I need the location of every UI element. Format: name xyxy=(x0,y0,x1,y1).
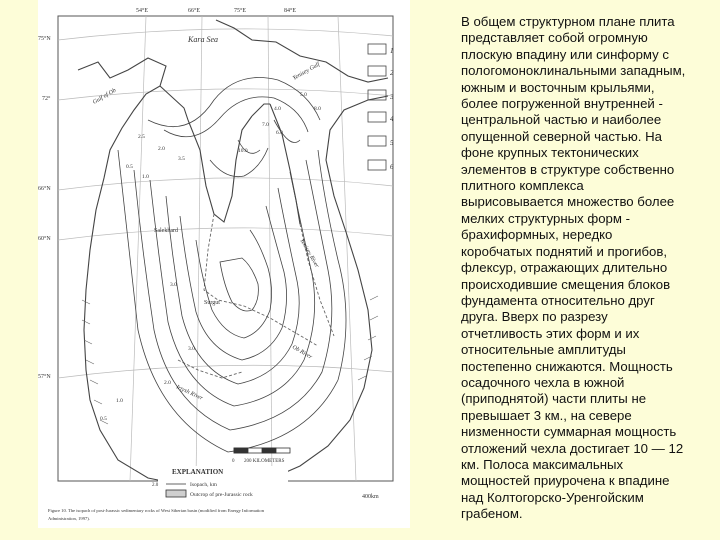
explanation-title: EXPLANATION xyxy=(172,468,224,476)
isopach-label: 1.0 xyxy=(142,174,149,180)
place-label: Gulf of Ob xyxy=(92,87,118,106)
scale-label: 200 KILOMETERS xyxy=(244,459,285,464)
top-coord: 84°E xyxy=(284,8,297,14)
corner-label: 400km xyxy=(362,494,379,500)
figure-caption: Administration, 1997). xyxy=(48,516,90,521)
place-label: Yenisey Gulf xyxy=(292,61,321,82)
isopach-label: 2.0 xyxy=(158,146,165,152)
isopach-label: 8.0 xyxy=(314,106,321,112)
isopach-label: 3.0 xyxy=(188,346,195,352)
isopach-label: 5.0 xyxy=(300,92,307,98)
place-label: Ob River xyxy=(291,344,313,361)
isopach-map xyxy=(38,0,410,528)
place-label: Surgut xyxy=(204,300,220,306)
isopach-label: 0.5 xyxy=(126,164,133,170)
place-label: Yenisey River xyxy=(298,238,320,269)
legend-number: 4 xyxy=(390,115,394,123)
isopach-label: 4.0 xyxy=(274,106,281,112)
scale-bar xyxy=(234,448,290,453)
top-coord: 54°E xyxy=(136,8,149,14)
explanation-item: Outcrop of pre-Jurassic rock xyxy=(190,492,253,498)
isopach-label: 2.0 xyxy=(164,380,171,386)
isopach-label: 10.0 xyxy=(238,148,248,154)
isopach-label: 3.0 xyxy=(170,282,177,288)
sea-label: Kara Sea xyxy=(188,35,218,44)
top-coord: 66°E xyxy=(188,8,201,14)
legend-number: 6 xyxy=(390,163,394,171)
left-coord: 72° xyxy=(42,96,51,102)
left-coord: 75°N xyxy=(38,36,51,42)
isopach-label: 7.0 xyxy=(262,122,269,128)
left-coord: 66°N xyxy=(38,186,51,192)
scale-zero: 0 xyxy=(232,459,235,464)
legend-number: 2 xyxy=(390,69,394,77)
place-label: Salekhard xyxy=(154,228,178,234)
place-label: Irtysh River xyxy=(175,384,204,402)
figure-caption: Figure 10. The isopach of post-Jurassic sedimentary rocks of West Siberian basin (modified from Energy Information xyxy=(48,508,264,513)
explanation-item: Isopach, km xyxy=(190,482,217,488)
left-coord: 57°N xyxy=(38,374,51,380)
isopach-map-drawing xyxy=(38,0,410,528)
isopach-label: 2.5 xyxy=(138,134,145,140)
legend-number: 1 xyxy=(390,47,394,55)
isopach-label: 3.5 xyxy=(178,156,185,162)
isopach-label: 1.0 xyxy=(116,398,123,404)
isopach-label: 6.0 xyxy=(276,130,283,136)
explanation-value: 2.0 xyxy=(152,483,159,488)
legend-number: 3 xyxy=(390,93,394,101)
top-coord: 75°E xyxy=(234,8,247,14)
legend-number: 5 xyxy=(390,139,394,147)
slide-body-text: В общем структурном плане плита представляет собой огромную плоскую впадину или синформу с пологомоноклинальными западным, южным и восточным крыльями, более погруженной внутренней - центральной частью и наиболее опущенной северной частью. На фоне крупных тектонических элементов в структуре собственно плитного комплекса вырисовывается множество более мелких структурных форм - брахиформных, нередко коробчатых поднятий и прогибов, флексур, отражающих длительно происходившие смещения блоков фундамента относительно друг друга. Вверх по разрезу отчетливость этих форм и их относительные амплитуды постепенно снижаются. Мощность осадочного чехла в южной (приподнятой) части плиты не превышает 3 км., на севере низменности суммарная мощность отложений чехла достигает 10 — 12 км. Полоса максимальных мощностей приурочена к впадине над Колтогорско-Уренгойским грабеном. xyxy=(461,14,686,522)
isopach-label: 0.5 xyxy=(100,416,107,422)
left-coord: 60°N xyxy=(38,236,51,242)
